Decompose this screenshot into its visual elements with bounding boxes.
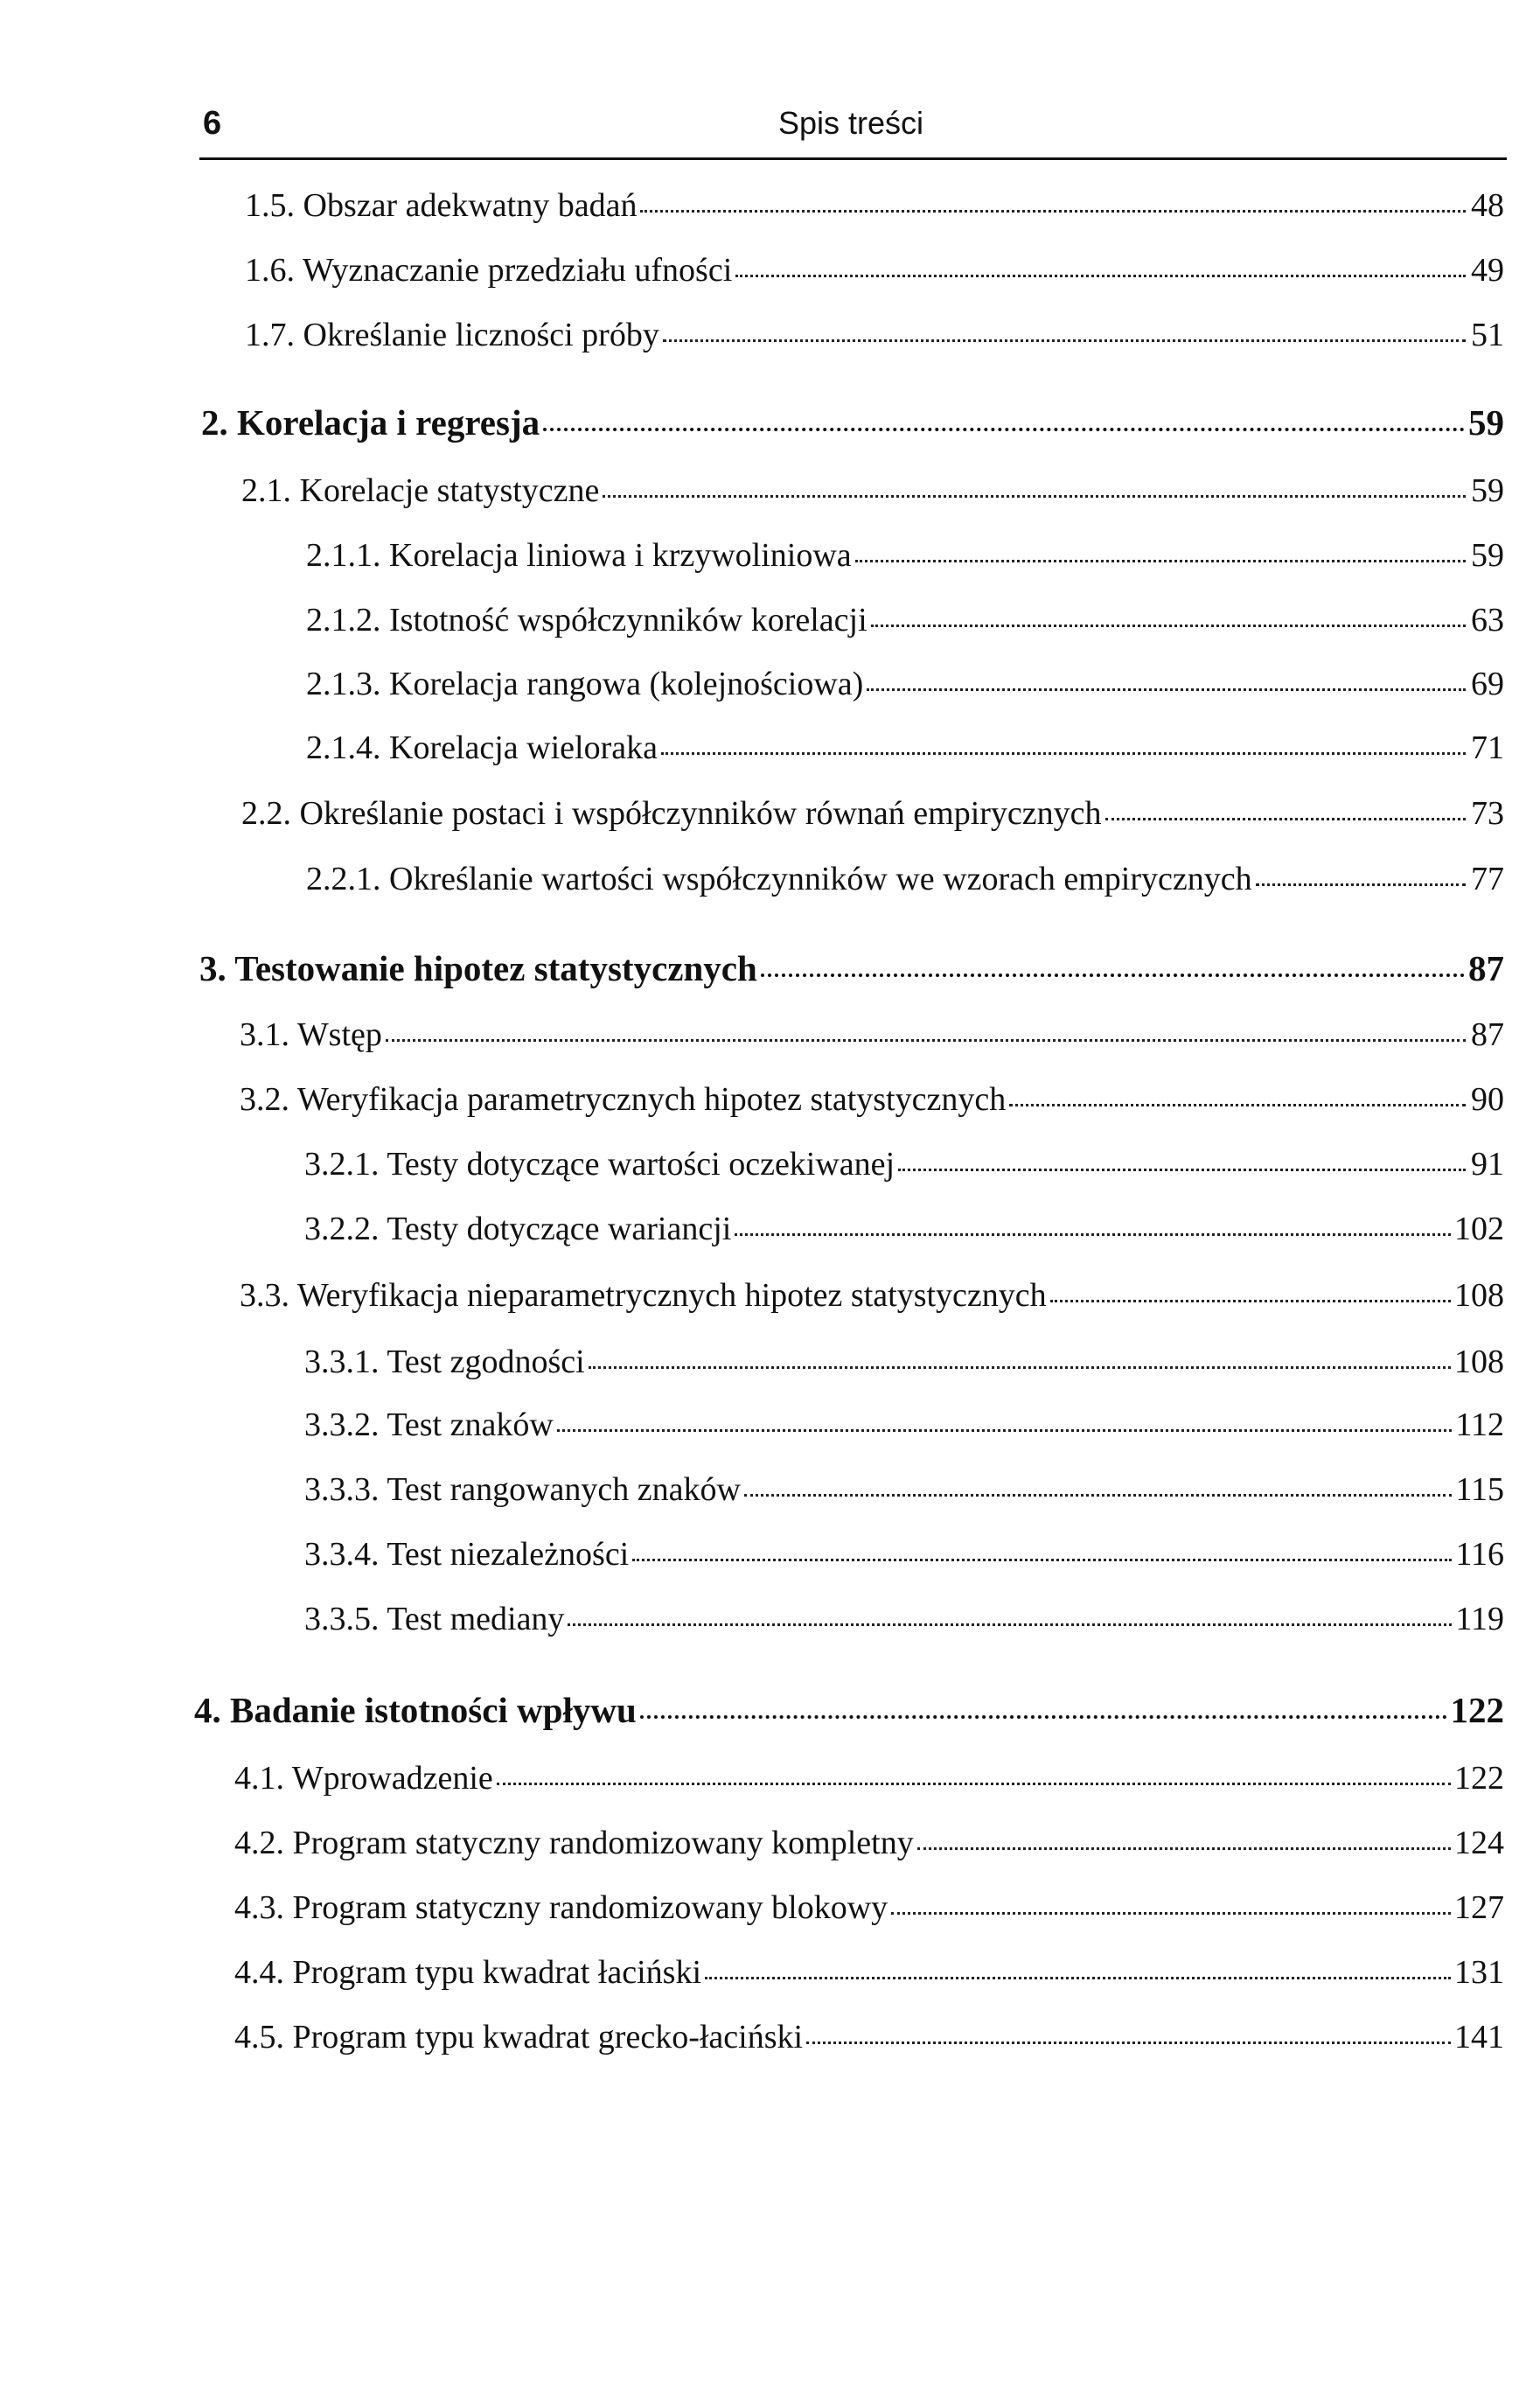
toc-entry-page: 115 bbox=[1455, 1471, 1504, 1508]
dot-leader bbox=[557, 1429, 1453, 1432]
dot-leader bbox=[589, 1366, 1451, 1369]
dot-leader bbox=[891, 1912, 1451, 1915]
dot-leader bbox=[898, 1169, 1466, 1171]
dot-leader bbox=[917, 1847, 1451, 1850]
toc-entry-label: 4.4. Program typu kwadrat łaciński bbox=[234, 1954, 702, 1991]
dot-leader bbox=[568, 1623, 1452, 1626]
toc-entry-page: 127 bbox=[1454, 1889, 1504, 1926]
toc-entry-label: 1.7. Określanie liczności próby bbox=[245, 317, 659, 353]
toc-entry-page: 87 bbox=[1468, 948, 1504, 988]
dot-leader bbox=[735, 275, 1466, 277]
toc-entry bbox=[234, 1756, 1504, 1800]
toc-entry-page: 119 bbox=[1455, 1601, 1504, 1637]
toc-entry-page: 122 bbox=[1450, 1690, 1504, 1730]
toc-entry bbox=[245, 248, 1504, 292]
toc-chapter bbox=[201, 401, 1504, 444]
toc-entry-label: 2. Korelacja i regresja bbox=[201, 402, 540, 443]
toc-entry bbox=[304, 1142, 1504, 1186]
toc-entry-label: 3.2.2. Testy dotyczące wariancji bbox=[304, 1211, 732, 1247]
toc-entry bbox=[304, 1340, 1504, 1384]
toc-entry bbox=[306, 534, 1504, 577]
toc-entry-label: 4. Badanie istotności wpływu bbox=[194, 1690, 637, 1730]
dot-leader bbox=[871, 625, 1466, 627]
toc-entry-page: 90 bbox=[1471, 1081, 1504, 1118]
toc-entry-label: 3.1. Wstęp bbox=[240, 1016, 382, 1053]
toc-entry-page: 122 bbox=[1454, 1760, 1504, 1797]
toc-entry bbox=[240, 1013, 1504, 1057]
toc-entry-label: 3.2. Weryfikacja parametrycznych hipotez statystycznych bbox=[240, 1081, 1007, 1118]
dot-leader bbox=[735, 1233, 1451, 1236]
dot-leader bbox=[640, 1715, 1447, 1719]
toc-entry-label: 1.6. Wyznaczanie przedziału ufności bbox=[245, 252, 733, 289]
toc-entry bbox=[306, 857, 1504, 901]
toc-entry-label: 3.3. Weryfikacja nieparametrycznych hipotez statystycznych bbox=[240, 1277, 1047, 1314]
toc-entry-page: 108 bbox=[1454, 1344, 1504, 1380]
dot-leader bbox=[1009, 1104, 1466, 1106]
dot-leader bbox=[1050, 1300, 1451, 1302]
dot-leader bbox=[632, 1559, 1452, 1561]
toc-entry-page: 108 bbox=[1454, 1277, 1504, 1314]
toc-entry bbox=[245, 313, 1504, 357]
toc-entry-label: 2.2. Określanie postaci i współczynników równań empirycznych bbox=[241, 795, 1102, 832]
toc-entry bbox=[304, 1403, 1504, 1447]
toc-entry-label: 2.2.1. Określanie wartości współczynników we wzorach empirycznych bbox=[306, 861, 1252, 897]
dot-leader bbox=[855, 560, 1466, 562]
toc-entry-page: 51 bbox=[1471, 317, 1504, 353]
toc-entry-label: 4.3. Program statyczny randomizowany blokowy bbox=[234, 1889, 888, 1926]
toc-entry-page: 49 bbox=[1471, 252, 1504, 289]
toc-entry bbox=[306, 662, 1504, 706]
toc-entry-label: 2.1.2. Istotność współczynników korelacji bbox=[306, 602, 868, 639]
toc-entry bbox=[304, 1468, 1504, 1511]
toc-entry-page: 59 bbox=[1471, 472, 1504, 509]
toc-entry-page: 124 bbox=[1454, 1825, 1504, 1861]
dot-leader bbox=[1105, 818, 1466, 820]
toc-entry-page: 112 bbox=[1455, 1406, 1504, 1443]
toc-entry-page: 48 bbox=[1471, 187, 1504, 224]
toc-entry bbox=[304, 1532, 1504, 1576]
dot-leader bbox=[543, 428, 1465, 431]
toc-entry bbox=[234, 1886, 1504, 1930]
dot-leader bbox=[867, 688, 1466, 691]
dot-leader bbox=[603, 495, 1466, 498]
dot-leader bbox=[661, 752, 1466, 755]
toc-entry-label: 3.3.4. Test niezależności bbox=[304, 1536, 630, 1573]
running-title: Spis treści bbox=[778, 105, 924, 141]
toc-chapter bbox=[199, 946, 1504, 990]
dot-leader bbox=[705, 1977, 1451, 1979]
toc-entry-label: 2.1.4. Korelacja wieloraka bbox=[306, 729, 658, 766]
toc-entry-label: 2.1.3. Korelacja rangowa (kolejnościowa) bbox=[306, 666, 864, 702]
toc-entry bbox=[306, 598, 1504, 642]
toc-entry-page: 91 bbox=[1471, 1146, 1504, 1183]
toc-entry-label: 3.3.3. Test rangowanych znaków bbox=[304, 1471, 741, 1508]
toc-entry-label: 4.1. Wprowadzenie bbox=[234, 1760, 493, 1797]
dot-leader bbox=[497, 1783, 1451, 1785]
toc-entry-page: 73 bbox=[1471, 795, 1504, 832]
dot-leader bbox=[761, 974, 1465, 977]
toc-entry-label: 1.5. Obszar adekwatny badań bbox=[245, 187, 638, 224]
toc-entry bbox=[304, 1207, 1504, 1251]
toc-entry-label: 2.1. Korelacje statystyczne bbox=[241, 472, 600, 509]
toc-entry-label: 3. Testowanie hipotez statystycznych bbox=[199, 948, 757, 988]
dot-leader bbox=[386, 1039, 1466, 1042]
toc-entry-label: 3.2.1. Testy dotyczące wartości oczekiwanej bbox=[304, 1146, 895, 1183]
dot-leader bbox=[640, 210, 1466, 213]
toc-entry-label: 4.5. Program typu kwadrat grecko-łaciński bbox=[234, 2019, 804, 2056]
toc-entry-page: 102 bbox=[1454, 1211, 1504, 1247]
toc-chapter bbox=[194, 1688, 1504, 1732]
toc-entry bbox=[240, 1078, 1504, 1121]
dot-leader bbox=[663, 339, 1466, 342]
toc-entry-page: 87 bbox=[1471, 1016, 1504, 1053]
toc-entry-label: 2.1.1. Korelacja liniowa i krzywoliniowa bbox=[306, 537, 852, 574]
toc-entry-label: 3.3.2. Test znaków bbox=[304, 1406, 554, 1443]
toc-entry bbox=[240, 1274, 1504, 1317]
toc-entry bbox=[245, 184, 1504, 227]
toc-entry-label: 4.2. Program statyczny randomizowany kompletny bbox=[234, 1825, 914, 1861]
toc-entry bbox=[234, 1951, 1504, 1994]
toc-entry-page: 71 bbox=[1471, 729, 1504, 766]
toc-entry bbox=[234, 1821, 1504, 1865]
toc-entry-page: 69 bbox=[1471, 666, 1504, 702]
toc-entry-page: 77 bbox=[1471, 861, 1504, 897]
toc-entry bbox=[234, 2015, 1504, 2059]
toc-entry-page: 59 bbox=[1468, 402, 1504, 443]
page-number: 6 bbox=[203, 105, 222, 142]
toc-entry-page: 63 bbox=[1471, 602, 1504, 639]
toc-entry-label: 3.3.5. Test mediany bbox=[304, 1601, 565, 1637]
toc-entry-label: 3.3.1. Test zgodności bbox=[304, 1344, 585, 1380]
toc-entry bbox=[304, 1597, 1504, 1641]
toc-entry-page: 59 bbox=[1471, 537, 1504, 574]
toc-entry-page: 116 bbox=[1455, 1536, 1504, 1573]
toc-entry-page: 141 bbox=[1454, 2019, 1504, 2056]
toc-entry bbox=[241, 792, 1504, 835]
dot-leader bbox=[1256, 883, 1466, 886]
toc-entry bbox=[241, 469, 1504, 513]
dot-leader bbox=[806, 2042, 1451, 2044]
dot-leader bbox=[744, 1494, 1452, 1497]
toc-entry-page: 131 bbox=[1454, 1954, 1504, 1991]
toc-entry bbox=[306, 726, 1504, 770]
